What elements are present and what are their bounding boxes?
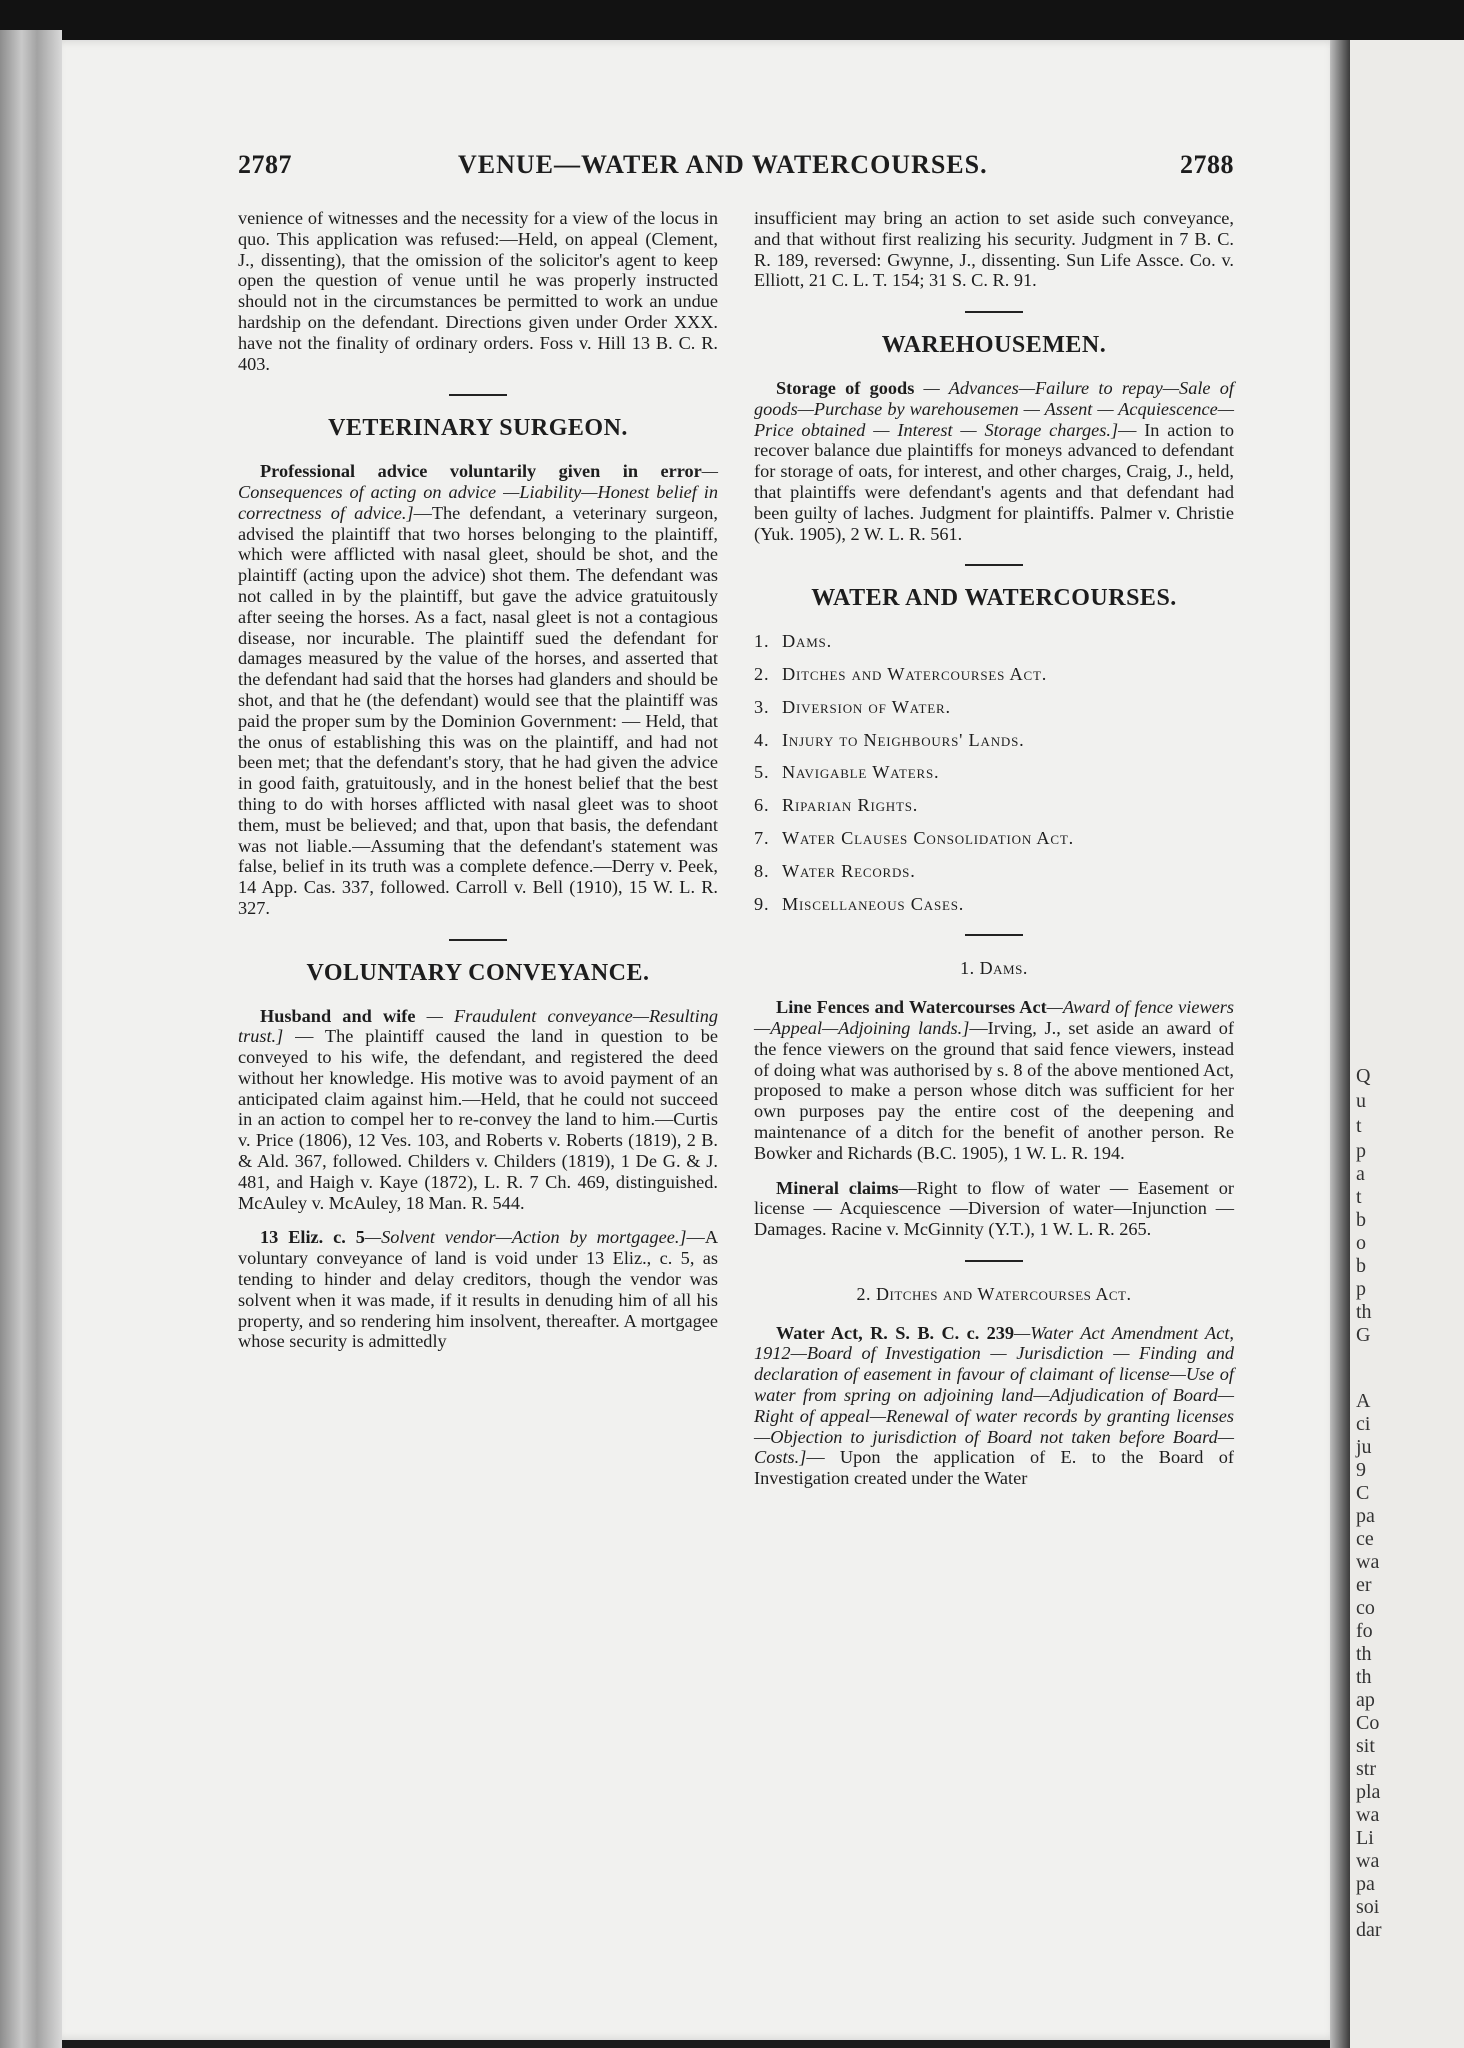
entry-body: — Upon the application of E. to the Board of Investigation created under the Water [754, 1447, 1234, 1489]
adjacent-page-text: pa [1356, 1505, 1375, 1527]
subject-index-number: 6. [754, 795, 770, 816]
subject-index-title: Miscellaneous Cases. [782, 893, 965, 914]
adjacent-page-text: er [1356, 1574, 1372, 1596]
adjacent-page-text: p [1356, 1278, 1366, 1300]
entry-catchwords: —Award of fence viewers—Appeal—Adjoining lands.] [754, 997, 1234, 1038]
adjacent-page-text: pla [1356, 1781, 1381, 1803]
entry-lead: Water Act, R. S. B. C. c. 239 [776, 1322, 1015, 1343]
subject-index [754, 631, 1234, 914]
adjacent-page-text: wa [1356, 1804, 1380, 1826]
adjacent-page-text: wa [1356, 1850, 1380, 1872]
left-column [238, 208, 718, 1366]
entry-lead: Professional advice voluntarily given in error [260, 461, 702, 482]
entry-lead: Line Fences and Watercourses Act [776, 997, 1047, 1018]
subject-index-item [754, 894, 1234, 915]
adjacent-page-text: co [1356, 1597, 1375, 1619]
adjacent-page-text: 9 [1356, 1459, 1366, 1481]
page-number-left: 2787 [238, 150, 292, 179]
subject-index-number: 8. [754, 860, 770, 881]
subject-index-item [754, 795, 1234, 816]
adjacent-page-text: t [1356, 1115, 1362, 1137]
heading-warehousemen: WAREHOUSEMEN. [881, 332, 1107, 359]
section-rule [965, 1260, 1023, 1262]
adjacent-page-text: th [1356, 1643, 1372, 1665]
adjacent-page-text: o [1356, 1232, 1366, 1254]
adjacent-page-text: Q [1356, 1065, 1371, 1087]
subhead-ditches: 2. Ditches and Watercourses Act. [856, 1283, 1132, 1304]
gutter-shadow [1330, 40, 1350, 2048]
adjacent-page-text: fo [1356, 1620, 1373, 1642]
subject-index-number: 4. [754, 729, 770, 750]
subject-index-number: 7. [754, 827, 770, 848]
venue-continuation: venience of witnesses and the necessity for a view of the locus in quo. This application was refused:—Held, on appeal (Clement, J., dissenting), that the omission of the solicitor's agent to keep open the question of venue until he was properly instructed should not in the circumstances be permitted to work an undue hardship on the defendant. Directions given under Order XXX. have not the finality of ordinary orders. Foss v. Hill 13 B. C. R. 403. [238, 208, 718, 374]
heading-water-and-watercourses: WATER AND WATERCOURSES. [811, 585, 1177, 612]
adjacent-page-text: soi [1356, 1896, 1380, 1918]
section-rule [965, 564, 1023, 566]
subject-index-title: Riparian Rights. [782, 795, 919, 816]
entry-13-eliz [238, 1227, 718, 1352]
adjacent-page-text: ap [1356, 1689, 1375, 1711]
adjacent-page-text: G [1356, 1324, 1371, 1346]
voluntary-continuation: insufficient may bring an action to set aside such conveyance, and that without first realizing his security. Judgment in 7 B. C. R. 189, reversed: Gwynne, J., dissenting. Sun Life Assce. Co. v. Elliott, 21 C. L. T. 154; 31 S. C. R. 91. [754, 208, 1234, 291]
subject-index-title: Dams. [782, 631, 832, 652]
adjacent-page-text: Co [1356, 1712, 1380, 1734]
entry-body: — The plaintiff caused the land in question to be conveyed to his wife, the defendant, and registered the deed without her knowledge. His motive was to avoid payment of an anticipated claim against him.—Held, that he could not succeed in an action to compel her to re-convey the land to him.—Curtis v. Price (1806), 12 Ves. 103, and Roberts v. Roberts (1819), 2 B. & Ald. 367, followed. Childers v. Childers (1819), 1 De G. & J. 481, and Haigh v. Kaye (1872), L. R. 7 Ch. 469, distinguished. McAuley v. McAuley, 18 Man. R. 544. [238, 1026, 718, 1213]
section-rule [965, 934, 1023, 936]
entry-catchwords: —Solvent vendor—Action by mortgagee.] [364, 1227, 687, 1248]
subject-index-item [754, 730, 1234, 751]
adjacent-page-text: wa [1356, 1551, 1380, 1573]
subject-index-item [754, 697, 1234, 718]
subject-index-item [754, 631, 1234, 652]
entry-body: —Right to flow of water — Easement or license — Acquiescence —Diversion of water—Injunction — Damages. Racine v. McGinnity (Y.T.), 1 W. L. R. 265. [754, 1177, 1234, 1240]
entry-husband-and-wife [238, 1006, 718, 1214]
heading-veterinary-surgeon: VETERINARY SURGEON. [328, 415, 628, 442]
entry-mineral-claims [754, 1178, 1234, 1240]
adjacent-page-text: ci [1356, 1413, 1371, 1435]
adjacent-page-text: th [1356, 1301, 1372, 1323]
subhead-dams: 1. Dams. [960, 958, 1028, 979]
subject-index-number: 5. [754, 762, 770, 783]
subject-index-item [754, 762, 1234, 783]
entry-body: — In action to recover balance due plaintiffs for moneys advanced to defendant for storage of oats, for interest, and other charges, Craig, J., held, that plaintiffs were defendant's agents and that defendant had been guilty of laches. Judgment for plaintiffs. Palmer v. Christie (Yuk. 1905), 2 W. L. R. 561. [754, 419, 1234, 544]
entry-catchwords: — Advances—Failure to repay—Sale of goods—Purchase by warehousemen — Assent — Acquiescence—Price obtained — Interest — Storage charges.] [754, 377, 1234, 440]
subject-index-title: Diversion of Water. [782, 696, 951, 717]
subject-index-item [754, 664, 1234, 685]
entry-line-fences [754, 997, 1234, 1163]
adjacent-page-text: C [1356, 1482, 1370, 1504]
adjacent-page-text: th [1356, 1666, 1372, 1688]
entry-catchwords: —Water Act Amendment Act, 1912—Board of Investigation — Jurisdiction — Finding and declaration of easement in favour of claimant of license—Use of water from spring on adjoining land—Adjudication of Board—Right of appeal—Renewal of water records by granting licenses—Objection to jurisdiction of Board not taken before Board—Costs.] [754, 1322, 1234, 1468]
subject-index-title: Navigable Waters. [782, 762, 940, 783]
heading-voluntary-conveyance: VOLUNTARY CONVEYANCE. [306, 959, 650, 986]
entry-professional-advice [238, 461, 718, 919]
page-header [238, 150, 1234, 190]
subject-index-title: Ditches and Watercourses Act. [782, 663, 1048, 684]
adjacent-page-text: b [1356, 1209, 1366, 1231]
adjacent-page-text: dar [1356, 1919, 1382, 1941]
entry-body: —Irving, J., set aside an award of the fence viewers on the ground that said fence viewers, instead of doing what was authorised by s. 8 of the above mentioned Act, proposed to make a person whose ditch was sufficient for her own purposes pay the entire cost of the deepening and maintenance of a ditch for the benefit of another person. Re Bowker and Richards (B.C. 1905), 1 W. L. R. 194. [754, 1017, 1234, 1163]
book-edge [0, 30, 62, 2048]
adjacent-page-fragment [1350, 40, 1464, 2048]
adjacent-page-text: ce [1356, 1528, 1374, 1550]
entry-lead: 13 Eliz. c. 5 [260, 1227, 365, 1248]
adjacent-page-text: ju [1356, 1436, 1372, 1458]
subject-index-number: 9. [754, 893, 770, 914]
entry-lead: Mineral claims [776, 1177, 899, 1198]
adjacent-page-text: A [1356, 1390, 1371, 1412]
subject-index-number: 2. [754, 663, 770, 684]
adjacent-page-text: str [1356, 1758, 1376, 1780]
adjacent-page-text: u [1356, 1090, 1366, 1112]
adjacent-page-text: Li [1356, 1827, 1374, 1849]
subject-index-number: 3. [754, 696, 770, 717]
entry-catchwords: —Consequences of acting on advice —Liability—Honest belief in correctness of advice.] [238, 461, 718, 523]
subject-index-title: Water Clauses Consolidation Act. [782, 827, 1074, 848]
entry-body: —A voluntary conveyance of land is void under 13 Eliz., c. 5, as tending to hinder and delay creditors, though the vendor was solvent when it was made, if it results in denuding him of all his property, and so rendering him insolvent, thereafter. A mortgagee whose security is admittedly [238, 1227, 719, 1352]
adjacent-page-text: p [1356, 1140, 1366, 1162]
entry-catchwords: — Fraudulent conveyance—Resulting trust.] [238, 1005, 718, 1047]
subject-index-number: 1. [754, 631, 770, 652]
adjacent-page-text: sit [1356, 1735, 1375, 1757]
adjacent-page-text: pa [1356, 1873, 1375, 1895]
adjacent-page-text: a [1356, 1163, 1365, 1185]
subject-index-item [754, 828, 1234, 849]
subject-index-item [754, 861, 1234, 882]
entry-lead: Husband and wife [260, 1005, 416, 1026]
adjacent-page-text: b [1356, 1255, 1366, 1277]
entry-lead: Storage of goods [776, 377, 915, 398]
right-column [754, 208, 1234, 1503]
page-number-right: 2788 [1180, 150, 1234, 179]
subject-index-title: Injury to Neighbours' Lands. [782, 729, 1025, 750]
subject-index-title: Water Records. [782, 860, 916, 881]
adjacent-page-text: t [1356, 1186, 1362, 1208]
section-rule [965, 311, 1023, 313]
entry-body: —The defendant, a veterinary surgeon, advised the plaintiff that two horses belonging to the plaintiff, which were afflicted with nasal gleet, should be shot, and the plaintiff (acting upon the advice) shot them. The defendant was not called in by the plaintiff, but gave the advice gratuitously after seeing the horses. As a fact, nasal gleet is not a contagious disease, nor incurable. The plaintiff sued the defendant for damages measured by the value of the horses, and asserted that the defendant had said that the horses had glanders and should be shot, and that he (the defendant) would see that the plaintiff was paid the proper sum by the Dominion Government: — Held, that the onus of establishing this was on the plaintiff, and had not been met; that the defendant's story, that he had given the advice in good faith, gratuitously, and in the honest belief that the best thing to do with horses afflicted with nasal gleet was to shoot them, must be believed; and that, upon that basis, the defendant was not liable.—Assuming that the defendant's statement was false, belief in its truth was a complete defence.—Derry v. Peek, 14 App. Cas. 337, followed. Carroll v. Bell (1910), 15 W. L. R. 327. [238, 502, 718, 918]
entry-water-act [754, 1323, 1234, 1489]
running-title: VENUE—WATER AND WATERCOURSES. [458, 150, 988, 179]
entry-storage-of-goods [754, 378, 1234, 544]
section-rule [449, 939, 507, 941]
section-rule [449, 394, 507, 396]
